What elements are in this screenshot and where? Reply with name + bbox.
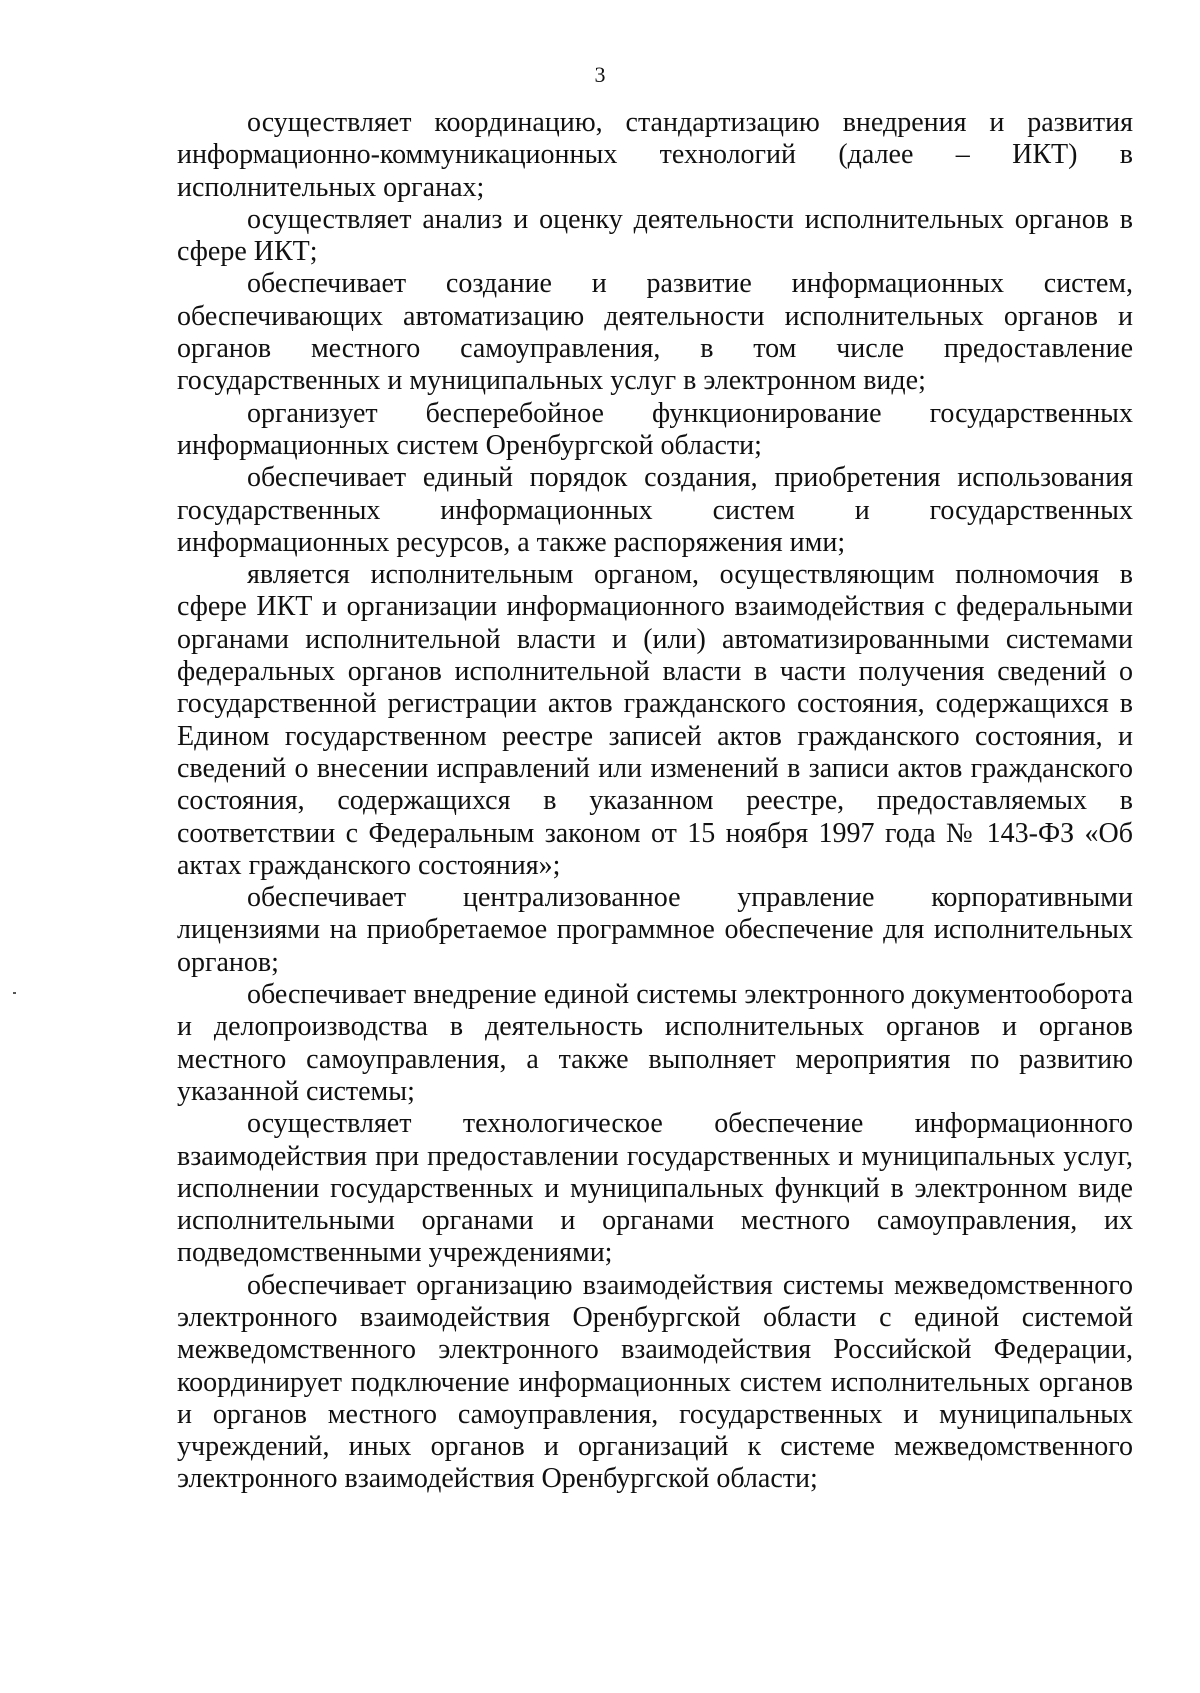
paragraph-document-management: обеспечивает внедрение единой системы электронного документооборота и делопроизводства в деятельность исполнительных органов и органов местного самоуправления, а также выполняет мероприятия по развитию указанной системы; <box>177 979 1133 1107</box>
document-body <box>177 107 1133 1496</box>
page-number: 3 <box>594 62 606 87</box>
paragraph-technological-support: осуществляет технологическое обеспечение информационного взаимодействия при предоставлении государственных и муниципальных услуг, исполнении государственных и муниципальных функций в электронном виде исполнительными органами и органами местного самоуправления, их подведомственными учреждениями; <box>177 1108 1133 1269</box>
paragraph-systems-creation: обеспечивает создание и развитие информационных систем, обеспечивающих автоматизацию деятельности исполнительных органов и органов местного самоуправления, в том числе предоставление государственных и муниципальных услуг в электронном виде; <box>177 268 1133 397</box>
paragraph-analysis: осуществляет анализ и оценку деятельности исполнительных органов в сфере ИКТ; <box>177 203 1133 268</box>
scan-artifact <box>13 992 16 994</box>
paragraph-unified-procedure: обеспечивает единый порядок создания, приобретения использования государственных информационных систем и государственных информационных ресурсов, а также распоряжения ими; <box>177 462 1133 558</box>
paragraph-uninterrupted-operation: организует бесперебойное функционирование государственных информационных систем Оренбургской области; <box>177 397 1133 461</box>
paragraph-executive-authority: является исполнительным органом, осуществляющим полномочия в сфере ИКТ и организации информационного взаимодействия с федеральными органами исполнительной власти и (или) автоматизированными системами федеральных органов исполнительной власти в части получения сведений о государственной регистрации актов гражданского состояния, содержащихся в Едином государственном реестре записей актов гражданского состояния, и сведений о внесении исправлений или изменений в записи актов гражданского состояния, содержащихся в указанном реестре, предоставляемых в соответствии с Федеральным законом от 15 ноября 1997 года № 143-ФЗ «Об актах гражданского состояния»; <box>177 559 1133 881</box>
paragraph-interagency-interaction: обеспечивает организацию взаимодействия системы межведомственного электронного взаимодействия Оренбургской области с единой системой межведомственного электронного взаимодействия Российской Федерации, координирует подключение информационных систем исполнительных органов и органов местного самоуправления, государственных и муниципальных учреждений, иных органов и организаций к системе межведомственного электронного взаимодействия Оренбургской области; <box>177 1269 1133 1495</box>
paragraph-coordination: осуществляет координацию, стандартизацию внедрения и развития информационно-коммуникационных технологий (далее – ИКТ) в исполнительных органах; <box>177 107 1133 203</box>
paragraph-licensing: обеспечивает централизованное управление корпоративными лицензиями на приобретаемое программное обеспечение для исполнительных органов; <box>177 882 1133 978</box>
